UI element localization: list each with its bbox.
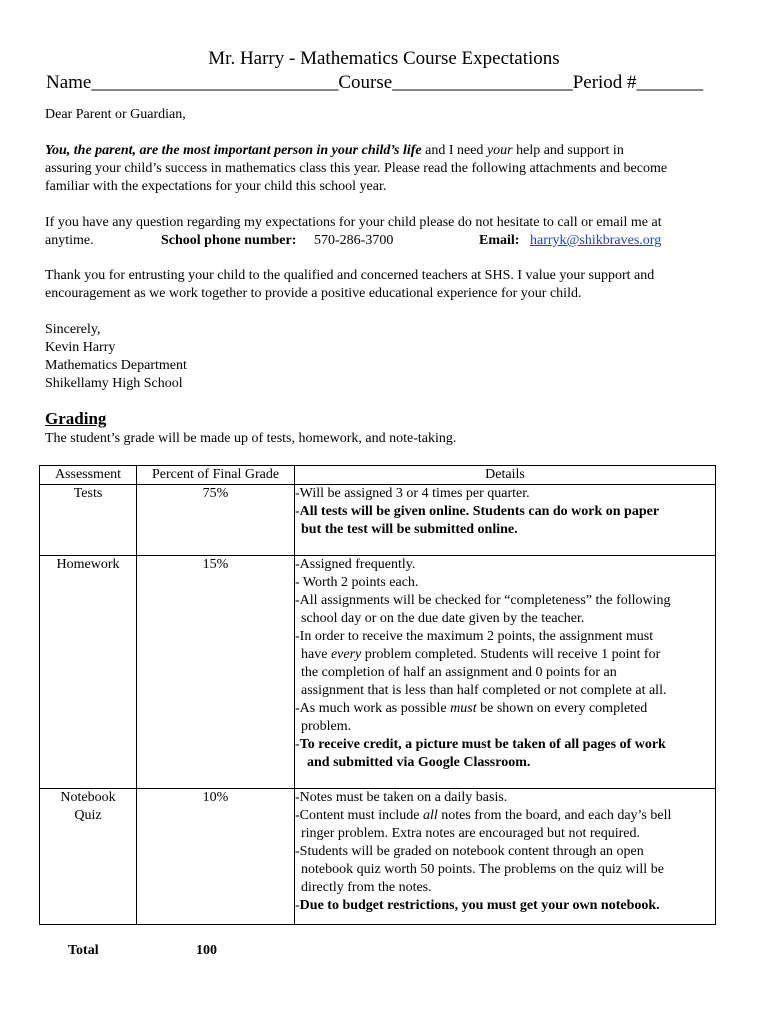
column-header-percent: Percent of Final Grade: [137, 466, 295, 485]
document-title: Mr. Harry - Mathematics Course Expectations: [208, 48, 560, 69]
emphasis-text: You, the parent, are the most important person in your child’s life: [45, 143, 422, 158]
period-label: Period #: [572, 72, 637, 93]
student-info-line: [46, 71, 703, 95]
phone-number: 570-286-3700: [314, 233, 394, 248]
details-cell: -Will be assigned 3 or 4 times per quarter. -All tests will be given online. Students can do work on paper but the test will be submitted online.: [295, 485, 716, 556]
table-row-notebook: [40, 789, 716, 925]
period-blank: _______: [636, 72, 704, 93]
signer-school: Shikellamy High School: [45, 376, 183, 391]
table-row-homework: [40, 556, 716, 789]
grading-heading: Grading: [45, 409, 107, 428]
assessment-cell: Homework: [40, 556, 137, 789]
column-header-details: Details: [295, 466, 716, 485]
email-link[interactable]: harryk@shikbraves.org: [530, 233, 662, 248]
greeting: Dear Parent or Guardian,: [45, 107, 186, 122]
paragraph-thanks: Thank you for entrusting your child to the qualified and concerned teachers at SHS. I value your support and encouragement as we work together to provide a positive educational experience for your child.: [45, 268, 655, 301]
phone-label: School phone number:: [161, 233, 297, 248]
email-label: Email:: [479, 233, 520, 248]
assessment-cell: Notebook Quiz: [40, 789, 137, 925]
grading-table: [39, 465, 716, 925]
signer-department: Mathematics Department: [45, 358, 187, 373]
column-header-assessment: Assessment: [40, 466, 137, 485]
grading-intro: The student’s grade will be made up of tests, homework, and note-taking.: [45, 431, 457, 446]
details-cell: -Assigned frequently. - Worth 2 points each. -All assignments will be checked for “completeness” the following school day or on the due date given by the teacher. -In order to receive the maximum 2 points, the assignment must have every problem completed. Students will receive 1 point for the completion of half an assignment and 0 points for an assignment that is less than half completed or not complete at all. -As much work as possible must be shown on every completed problem. -To receive credit, a picture must be taken of all pages of work and submitted via Google Classroom.: [295, 556, 716, 789]
closing: Sincerely,: [45, 322, 101, 337]
signer-name: Kevin Harry: [45, 340, 116, 355]
percent-cell: 10%: [137, 789, 295, 925]
table-row-tests: [40, 485, 716, 556]
course-label: Course: [338, 72, 393, 93]
signature-block: [45, 321, 735, 393]
name-blank: __________________________: [91, 72, 339, 93]
name-label: Name: [46, 72, 92, 93]
assessment-cell: Tests: [40, 485, 137, 556]
total-label: Total: [68, 943, 99, 958]
details-cell: -Notes must be taken on a daily basis. -Content must include all notes from the board, and each day’s bell ringer problem. Extra notes are encouraged but not required. -Students will be graded on notebook content through an open notebook quiz worth 50 points. The problems on the quiz will be directly from the notes. -Due to budget restrictions, you must get your own notebook.: [295, 789, 716, 925]
table-header-row: [40, 466, 716, 485]
paragraph-contact: If you have any question regarding my expectations for your child please do not hesitate to call or email me at anytime. School phone number: 570-286-3700 Email: harryk@shikbraves.org: [45, 215, 662, 248]
percent-cell: 15%: [137, 556, 295, 789]
course-blank: ___________________: [392, 72, 573, 93]
total-value: 100: [196, 943, 217, 958]
percent-cell: 75%: [137, 485, 295, 556]
paragraph-importance: You, the parent, are the most important person in your child’s life and I need your help and support in assuring your child’s success in mathematics class this year. Please read the following attachments and become familiar with the expectations for your child this school year.: [45, 143, 668, 194]
